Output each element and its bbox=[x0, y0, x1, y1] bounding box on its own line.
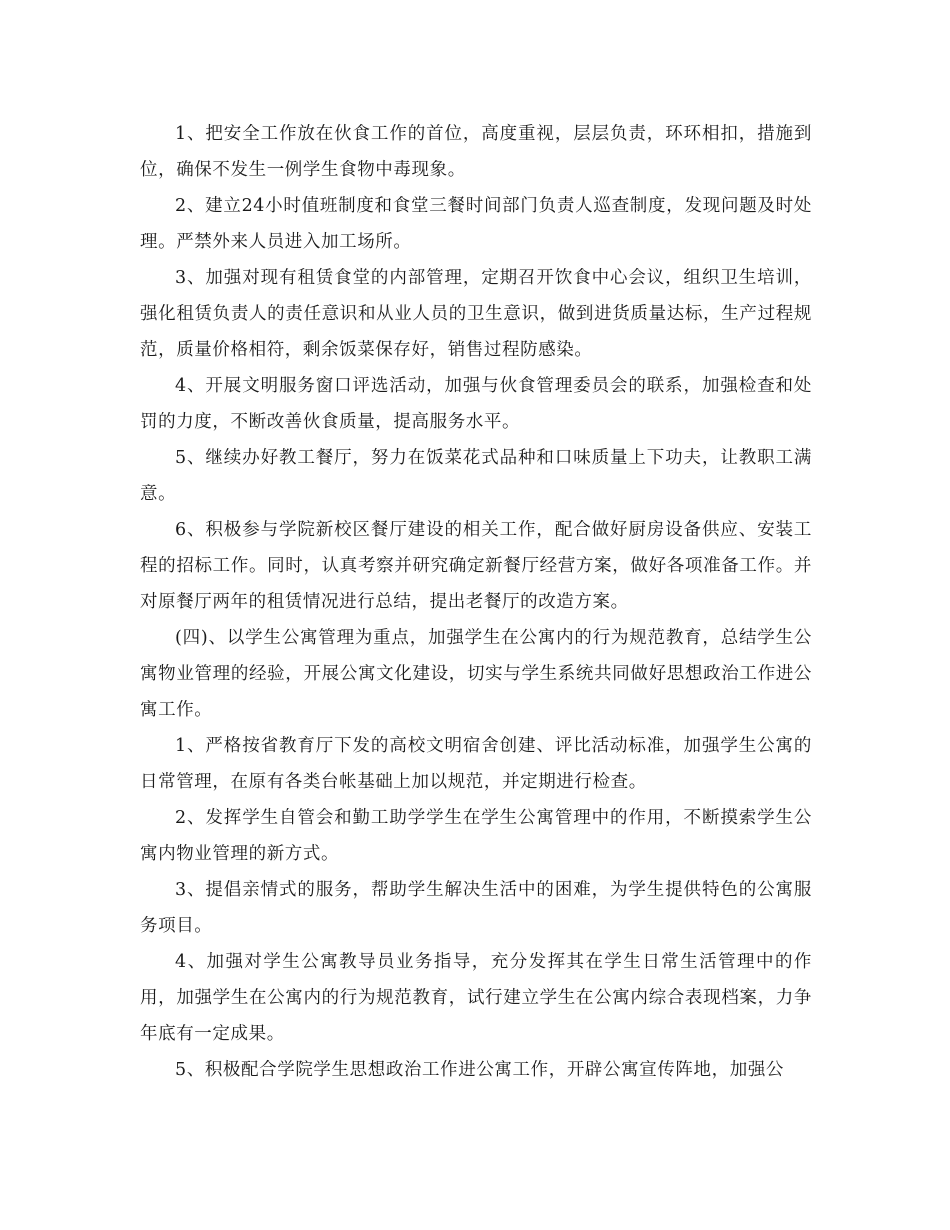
paragraph-food-safety-priority: 1、把安全工作放在伙食工作的首位，高度重视，层层负责，环环相扣，措施到位，确保不发生一例学生食物中毒现象。 bbox=[140, 124, 812, 180]
paragraph-caring-service: 3、提倡亲情式的服务，帮助学生解决生活中的困难，为学生提供特色的公寓服务项目。 bbox=[140, 880, 812, 936]
paragraph-dorm-standards: 1、严格按省教育厅下发的高校文明宿舍创建、评比活动标准，加强学生公寓的日常管理，在原有各类台帐基础上加以规范，并定期进行检查。 bbox=[140, 736, 812, 792]
paragraph-canteen-management: 3、加强对现有租赁食堂的内部管理，定期召开饮食中心会议，组织卫生培训，强化租赁负责人的责任意识和从业人员的卫生意识，做到进货质量达标，生产过程规范，质量价格相符，剩余饭菜保存好，销售过程防感染。 bbox=[140, 268, 812, 360]
paragraph-section-four-heading: (四)、以学生公寓管理为重点，加强学生在公寓内的行为规范教育，总结学生公寓物业管理的经验，开展公寓文化建设，切实与学生系统共同做好思想政治工作进公寓工作。 bbox=[140, 628, 812, 720]
paragraph-civilized-service: 4、开展文明服务窗口评选活动，加强与伙食管理委员会的联系，加强检查和处罚的力度，不断改善伙食质量，提高服务水平。 bbox=[140, 376, 812, 432]
paragraph-political-work-in-dorms: 5、积极配合学院学生思想政治工作进公寓工作，开辟公寓宣传阵地，加强公 bbox=[175, 1060, 785, 1080]
paragraph-new-campus-canteen: 6、积极参与学院新校区餐厅建设的相关工作，配合做好厨房设备供应、安装工程的招标工作。同时，认真考察并研究确定新餐厅经营方案，做好各项准备工作。并对原餐厅两年的租赁情况进行总结，提出老餐厅的改造方案。 bbox=[140, 520, 812, 612]
paragraph-dorm-counselor-guidance: 4、加强对学生公寓教导员业务指导，充分发挥其在学生日常生活管理中的作用，加强学生在公寓内的行为规范教育，试行建立学生在公寓内综合表现档案，力争年底有一定成果。 bbox=[140, 952, 812, 1044]
paragraph-staff-canteen: 5、继续办好教工餐厅，努力在饭菜花式品种和口味质量上下功夫，让教职工满意。 bbox=[140, 448, 812, 504]
document-body bbox=[140, 116, 812, 1088]
paragraph-24h-duty-system: 2、建立24小时值班制度和食堂三餐时间部门负责人巡查制度，发现问题及时处理。严禁外来人员进入加工场所。 bbox=[140, 196, 812, 252]
paragraph-student-self-management: 2、发挥学生自管会和勤工助学学生在学生公寓管理中的作用，不断摸索学生公寓内物业管理的新方式。 bbox=[140, 808, 812, 864]
